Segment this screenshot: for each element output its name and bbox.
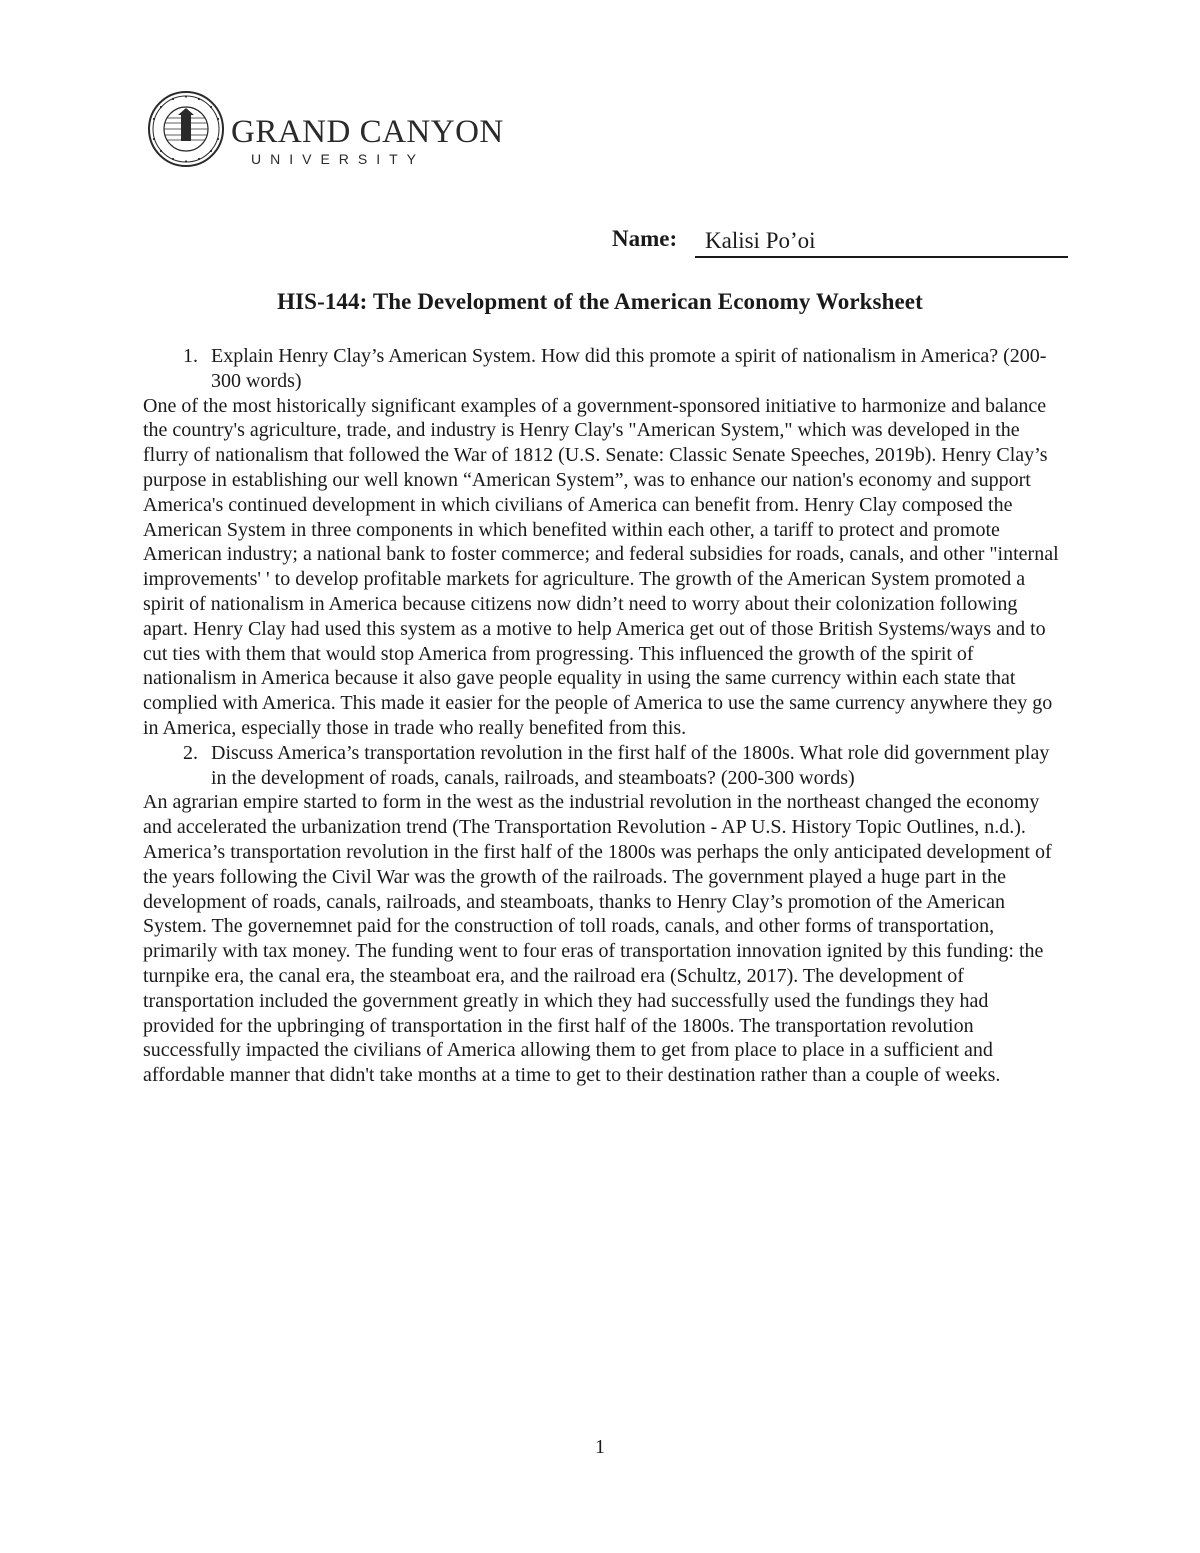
- question-text: Discuss America’s transportation revolution in the first half of the 1800s. What role did government play in the development of roads, canals, railroads, and steamboats? (200-300 words): [211, 741, 1050, 789]
- question-1-prompt: [143, 344, 1063, 394]
- university-seal-icon: [147, 90, 225, 168]
- question-1-answer: One of the most historically significant examples of a government-sponsored initiative to harmonize and balance the country's agriculture, trade, and industry is Henry Clay's "American System," which was developed in the flurry of nationalism that followed the War of 1812 (U.S. Senate: Classic Senate Speeches, 2019b). Henry Clay’s purpose in establishing our well known “American System”, was to enhance our nation's economy and support America's continued development in which civilians of America can benefit from. Henry Clay composed the American System in three components in which benefited within each other, a tariff to protect and promote American industry; a national bank to foster commerce; and federal subsidies for roads, canals, and other "internal improvements' ' to develop profitable markets for agriculture. The growth of the American System promoted a spirit of nationalism in America because citizens now didn’t need to worry about their colonization following apart. Henry Clay had used this system as a motive to help America get out of those British Systems/ways and to cut ties with them that would stop America from progressing. This influenced the growth of the spirit of nationalism in America because it also gave people equality in using the same currency within each state that complied with America. This made it easier for the people of America to use the same currency anywhere they go in America, especially those in trade who really benefited from this.: [143, 394, 1059, 739]
- page-number: 1: [595, 1436, 605, 1458]
- question-text: Explain Henry Clay’s American System. How did this promote a spirit of nationalism in America? (200-300 words): [211, 345, 1047, 392]
- svg-text:GRAND CANYON: GRAND CANYON: [231, 114, 504, 150]
- name-field: [612, 226, 1072, 260]
- question-2-prompt: [143, 741, 1063, 791]
- question-2-answer: An agrarian empire started to form in the west as the industrial revolution in the northeast changed the economy and accelerated the urbanization trend (The Transportation Revolution - AP U.S. History Topic Outlines, n.d.). America’s transportation revolution in the first half of the 1800s was perhaps the only anticipated development of the years following the Civil War was the growth of the railroads. The government played a huge part in the development of roads, canals, railroads, and steamboats, thanks to Henry Clay’s promotion of the American System. The governemnet paid for the construction of toll roads, canals, and other forms of transportation, primarily with tax money. The funding went to four eras of transportation innovation ignited by this funding: the turnpike era, the canal era, the steamboat era, and the railroad era (Schultz, 2017). The development of transportation included the government greatly in which they had successfully used the fundings they had provided for the upbringing of transportation in the first half of the 1800s. The transportation revolution successfully impacted the civilians of America allowing them to get from place to place in a sufficient and affordable manner that didn't take months at a time to get to their destination rather than a couple of weeks.: [143, 791, 1052, 1087]
- worksheet-body: [143, 344, 1063, 1088]
- university-wordmark: [231, 112, 507, 168]
- question-number: 2.: [183, 741, 198, 764]
- university-logo: [147, 90, 507, 170]
- svg-text:UNIVERSITY: UNIVERSITY: [251, 151, 426, 167]
- name-label: Name:: [612, 226, 678, 251]
- student-name: Kalisi Po’oi: [695, 226, 1068, 258]
- question-number: 1.: [183, 345, 198, 367]
- worksheet-title: HIS-144: The Development of the American Economy Worksheet: [277, 289, 923, 314]
